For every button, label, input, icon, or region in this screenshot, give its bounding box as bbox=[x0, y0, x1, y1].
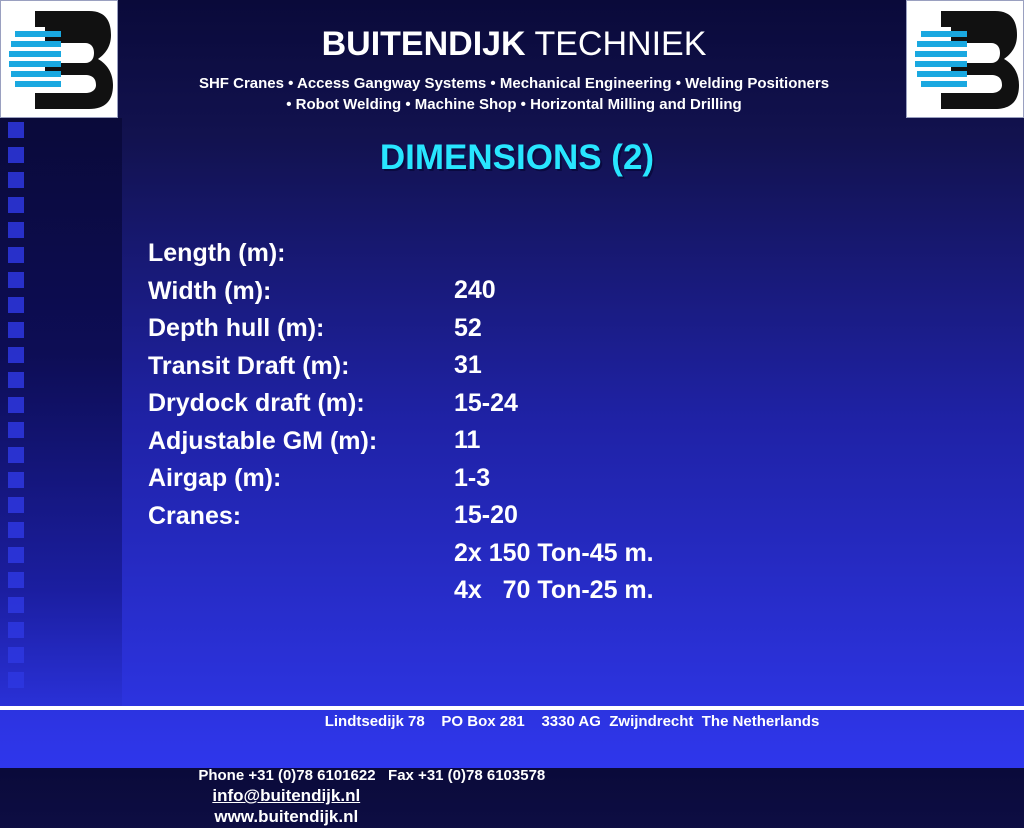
spec-label: Width (m): bbox=[148, 276, 272, 305]
spec-value: 11 bbox=[454, 426, 481, 454]
services-tagline-line2: • Robot Welding • Machine Shop • Horizontal Milling and Drilling bbox=[286, 96, 742, 113]
spec-label: Drydock draft (m): bbox=[148, 389, 365, 417]
spec-label: Transit Draft (m): bbox=[148, 351, 350, 380]
footer-divider bbox=[0, 706, 1024, 710]
spec-value: 52 bbox=[454, 313, 482, 342]
spec-value: 1-3 bbox=[454, 463, 491, 492]
company-name-bold: BUITENDIJK bbox=[321, 25, 526, 63]
slide-title: DIMENSIONS (2) bbox=[379, 138, 655, 177]
footer-contact bbox=[190, 746, 545, 828]
spec-label: Cranes: bbox=[148, 501, 242, 530]
email-link[interactable]: info@buitendijk.nl bbox=[212, 786, 361, 805]
company-name-regular: TECHNIEK bbox=[534, 25, 707, 63]
buitendijk-logo-right-icon bbox=[906, 0, 1024, 118]
spec-value: 4x 70 Ton-25 m. bbox=[454, 576, 654, 604]
spec-value: 240 bbox=[454, 276, 496, 304]
spec-value: 31 bbox=[454, 351, 482, 379]
footer-phone-fax: Phone +31 (0)78 6101622 Fax +31 (0)78 6103578 bbox=[198, 767, 546, 784]
spec-label: Depth hull (m): bbox=[148, 314, 325, 342]
spec-value: 15-24 bbox=[454, 388, 518, 417]
left-square-pattern bbox=[8, 122, 26, 702]
footer-address: Lindtsedijk 78 PO Box 281 3330 AG Zwijndrecht The Netherlands bbox=[324, 713, 820, 730]
spec-value: 2x 150 Ton-45 m. bbox=[454, 538, 654, 567]
website-link[interactable]: www.buitendijk.nl bbox=[214, 807, 359, 826]
company-name bbox=[122, 24, 906, 64]
buitendijk-logo-left-icon bbox=[0, 0, 118, 118]
spec-label: Length (m): bbox=[148, 239, 286, 267]
spec-label: Airgap (m): bbox=[148, 464, 282, 492]
services-tagline-line1: SHF Cranes • Access Gangway Systems • Mechanical Engineering • Welding Positioners bbox=[198, 75, 830, 92]
spec-label: Adjustable GM (m): bbox=[148, 426, 378, 455]
spec-value: 15-20 bbox=[454, 501, 518, 529]
dimensions-list bbox=[148, 198, 654, 604]
